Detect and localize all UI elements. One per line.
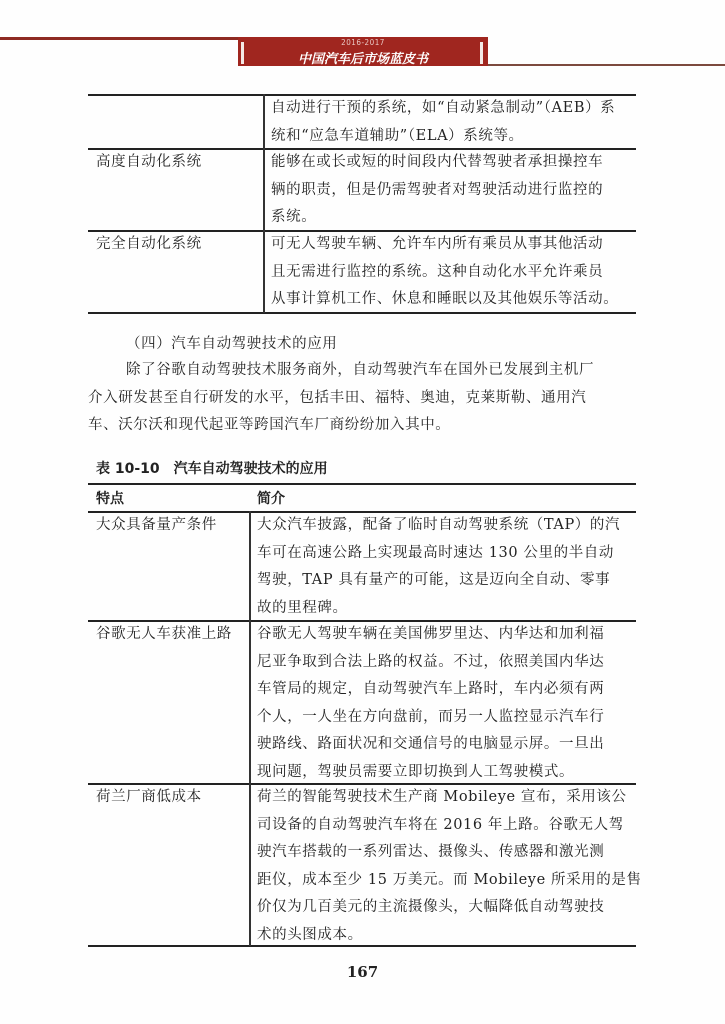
row-feature: 谷歌无人车获准上路 xyxy=(96,626,232,642)
header-title: 中国汽车后市场蓝皮书 xyxy=(297,52,428,67)
text-line: 且无需进行监控的系统。这种自动化水平允许乘员 xyxy=(271,263,604,280)
row-description xyxy=(271,95,615,150)
text-line: 自动进行干预的系统，如“自动紧急制动”（AEB）系 xyxy=(271,100,616,116)
text-line: 车、沃尔沃和现代起亚等跨国汽车厂商纷纷加入其中。 xyxy=(88,417,451,433)
text-line: 驶路线、路面状况和交通信号的电脑显示屏。一旦出 xyxy=(257,736,605,752)
text-line: 从事计算机工作、休息和睡眠以及其他娱乐等活动。 xyxy=(271,291,619,307)
text-line: 司设备的自动驾驶汽车将在 2016 年上路。谷歌无人驾 xyxy=(257,816,624,833)
text-line: 尼亚争取到合法上路的权益。不过，依照美国内华达 xyxy=(257,653,605,670)
text-line: 现问题，驾驶员需要立即切换到人工驾驶模式。 xyxy=(257,763,575,780)
header-years: 2016-2017 xyxy=(341,38,385,47)
column-divider xyxy=(249,511,251,946)
header-rule-left xyxy=(0,37,240,40)
row-description xyxy=(257,512,620,622)
text-line: 谷歌无人驾驶车辆在美国佛罗里达、内华达和加利福 xyxy=(257,626,605,642)
text-line: 荷兰的智能驾驶技术生产商 Mobileye 宣布，采用该公 xyxy=(257,789,627,805)
text-line: 车可在高速公路上实现最高时速达 130 公里的半自动 xyxy=(257,544,614,561)
text-line: 能够在或长或短的时间段内代替驾驶者承担操控车 xyxy=(271,154,604,170)
row-feature: 大众具备量产条件 xyxy=(96,517,217,533)
text-line: 个人，一人坐在方向盘前，而另一人监控显示汽车行 xyxy=(257,708,605,725)
section-heading: （四）汽车自动驾驶技术的应用 xyxy=(126,336,338,352)
table-rule xyxy=(88,483,636,485)
text-line: 可无人驾驶车辆、允许车内所有乘员从事其他活动 xyxy=(271,236,604,252)
text-line: 驾驶，TAP 具有量产的可能，这是迈向全自动、零事 xyxy=(257,572,611,588)
text-line: 系统。 xyxy=(271,209,317,225)
text-line: 辆的职责，但是仍需驾驶者对驾驶活动进行监控的 xyxy=(271,181,604,198)
row-feature: 荷兰厂商低成本 xyxy=(96,789,202,805)
text-line: 术的头图成本。 xyxy=(257,926,363,943)
row-description xyxy=(271,231,618,314)
row-description xyxy=(257,621,604,786)
page-number: 167 xyxy=(346,963,379,981)
text-line: 驶汽车搭载的一系列雷达、摄像头、传感器和激光测 xyxy=(257,844,605,860)
text-line: 车管局的规定，自动驾驶汽车上路时，车内必须有两 xyxy=(257,681,605,697)
header-banner xyxy=(238,37,488,66)
column-divider xyxy=(263,94,265,313)
text-line: 介入研发甚至自行研发的水平，包括丰田、福特、奥迪，克莱斯勒、通用汽 xyxy=(88,389,587,406)
table-caption: 表 10-10 汽车自动驾驶技术的应用 xyxy=(96,461,328,477)
column-header-feature: 特点 xyxy=(96,491,124,507)
row-description xyxy=(271,149,603,232)
row-feature: 完全自动化系统 xyxy=(96,236,202,252)
text-line: 故的里程碑。 xyxy=(257,599,348,616)
text-line: 距仪，成本至少 15 万美元。而 Mobileye 所采用的是售 xyxy=(257,871,642,888)
header-rule-right xyxy=(488,64,725,66)
text-line: 价仅为几百美元的主流摄像头，大幅降低自动驾驶技 xyxy=(257,899,605,915)
text-line: 大众汽车披露，配备了临时自动驾驶系统（TAP）的汽 xyxy=(257,517,621,533)
column-header-description: 简介 xyxy=(257,491,285,507)
text-line: 除了谷歌自动驾驶技术服务商外，自动驾驶汽车在国外已发展到主机厂 xyxy=(126,362,595,378)
row-description xyxy=(257,784,642,949)
section-paragraph xyxy=(88,357,594,440)
row-feature: 高度自动化系统 xyxy=(96,154,202,170)
text-line: 统和“应急车道辅助”（ELA）系统等。 xyxy=(271,127,524,144)
